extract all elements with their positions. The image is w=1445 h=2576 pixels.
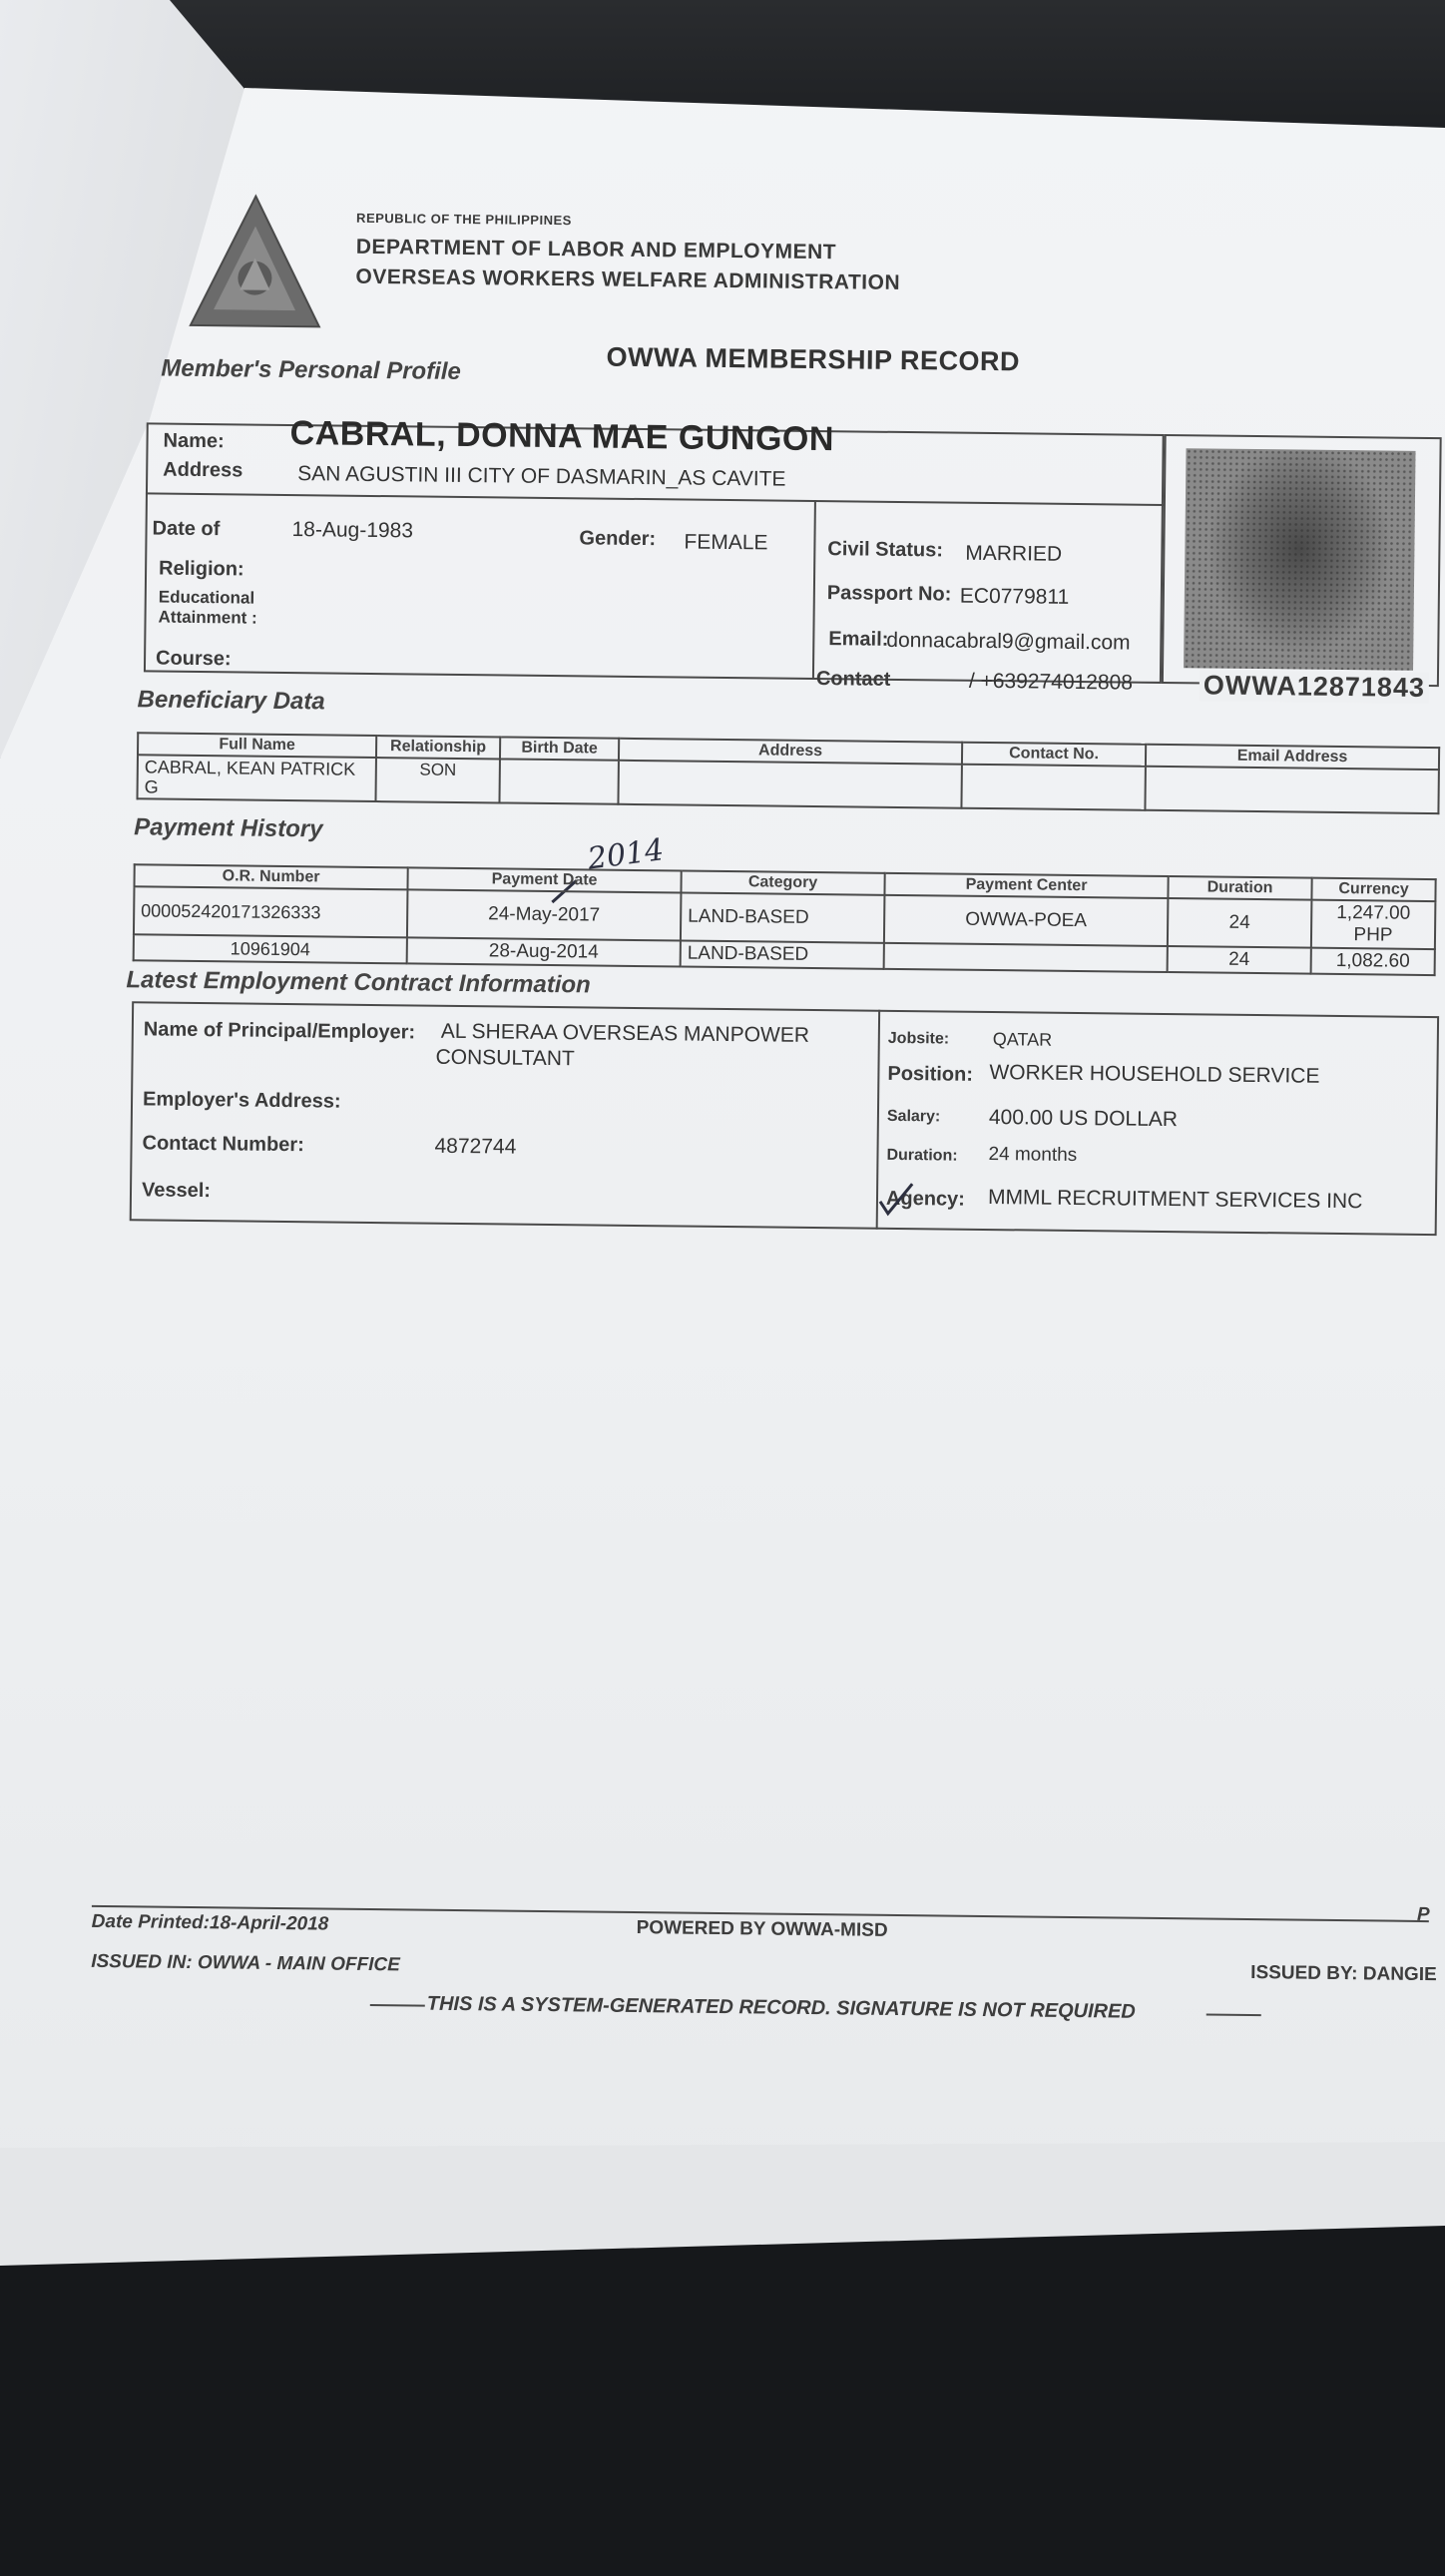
- contact-number-value: 4872744: [434, 1134, 517, 1159]
- payment-category: LAND-BASED: [681, 940, 884, 968]
- payment-category: LAND-BASED: [681, 892, 885, 942]
- column-header: Email Address: [1146, 745, 1439, 770]
- civil-status-label: Civil Status:: [827, 538, 944, 562]
- payment-amount: 1,247.00 PHP: [1311, 900, 1436, 949]
- address-label: Address: [163, 458, 243, 482]
- beneficiary-heading: Beneficiary Data: [137, 686, 325, 716]
- duration-label: Duration:: [886, 1146, 958, 1165]
- principal-value-cont: CONSULTANT: [435, 1045, 575, 1071]
- column-header: Full Name: [138, 733, 376, 758]
- beneficiary-relationship: SON: [375, 758, 499, 802]
- dob-label: Date of: [152, 517, 221, 541]
- handwritten-check-mark: [876, 1180, 916, 1220]
- beneficiary-email: [1145, 767, 1438, 813]
- disclaimer-rule-left: [370, 2004, 425, 2007]
- payment-history-table: [133, 863, 1437, 976]
- disclaimer-text: THIS IS A SYSTEM-GENERATED RECORD. SIGNATURE IS NOT REQUIRED: [426, 1992, 1136, 2023]
- jobsite-label: Jobsite:: [887, 1029, 950, 1048]
- payment-duration: 24: [1168, 946, 1311, 974]
- payment-duration: 24: [1168, 898, 1312, 948]
- passport-value: EC0779811: [959, 584, 1070, 609]
- vessel-label: Vessel:: [141, 1179, 212, 1203]
- member-photo: [1184, 448, 1415, 671]
- column-header: O.R. Number: [134, 864, 407, 889]
- payment-history-heading: Payment History: [134, 813, 323, 843]
- beneficiary-address: [618, 761, 961, 808]
- document-title: OWWA MEMBERSHIP RECORD: [606, 341, 1021, 377]
- passport-label: Passport No:: [826, 582, 952, 606]
- beneficiary-table: [136, 732, 1440, 814]
- date-printed: Date Printed:18-April-2018: [91, 1910, 329, 1935]
- beneficiary-name: CABRAL, KEAN PATRICK G: [137, 755, 375, 801]
- column-header: Address: [619, 739, 962, 765]
- owwa-id-number: OWWA12871843: [1200, 670, 1429, 704]
- email-value: donnacabral9@gmail.com: [886, 628, 1131, 655]
- republic-heading: REPUBLIC OF THE PHILIPPINES: [356, 210, 572, 229]
- column-header: Payment Date: [407, 867, 681, 892]
- agency-heading: OVERSEAS WORKERS WELFARE ADMINISTRATION: [355, 264, 901, 294]
- salary-value: 400.00 US DOLLAR: [988, 1106, 1179, 1132]
- payment-center: [884, 943, 1168, 972]
- payment-date: 28-Aug-2014: [407, 937, 681, 966]
- column-header: Currency: [1311, 878, 1435, 901]
- name-label: Name:: [163, 429, 225, 453]
- payment-date: 24-May-2017: [407, 889, 682, 940]
- department-heading: DEPARTMENT OF LABOR AND EMPLOYMENT: [355, 235, 837, 264]
- gender-label: Gender:: [579, 527, 657, 551]
- column-header: Contact No.: [962, 743, 1146, 767]
- gender-value: FEMALE: [684, 530, 768, 555]
- member-name: CABRAL, DONNA MAE GUNGON: [289, 414, 835, 459]
- employer-address-label: Employer's Address:: [142, 1088, 341, 1113]
- disclaimer-rule-right: [1206, 2014, 1261, 2017]
- position-value: WORKER HOUSEHOLD SERVICE: [989, 1061, 1320, 1088]
- page-marker: P: [1416, 1903, 1430, 1926]
- jobsite-value: QATAR: [992, 1029, 1053, 1050]
- issued-by: ISSUED BY: DANGIE: [1250, 1962, 1437, 1986]
- position-label: Position:: [887, 1062, 974, 1086]
- column-header: Relationship: [376, 736, 500, 759]
- contact-label: Contact: [815, 668, 891, 691]
- beneficiary-contact: [961, 765, 1145, 810]
- powered-by: POWERED BY OWWA-MISD: [636, 1917, 888, 1941]
- beneficiary-birthdate: [499, 759, 618, 803]
- religion-label: Religion:: [158, 557, 244, 581]
- agency-label: Agency:: [885, 1187, 966, 1211]
- dob-value: 18-Aug-1983: [291, 518, 414, 543]
- employment-heading: Latest Employment Contract Information: [126, 966, 591, 999]
- attainment-label: Attainment :: [158, 607, 257, 628]
- personal-profile-heading: Member's Personal Profile: [161, 354, 462, 385]
- owwa-logo-icon: [188, 192, 324, 331]
- civil-status-value: MARRIED: [965, 541, 1063, 566]
- course-label: Course:: [155, 647, 232, 671]
- email-label: Email:: [828, 628, 889, 651]
- salary-label: Salary:: [886, 1107, 941, 1126]
- principal-value: AL SHERAA OVERSEAS MANPOWER: [440, 1019, 810, 1047]
- issued-in: ISSUED IN: OWWA - MAIN OFFICE: [91, 1950, 401, 1976]
- column-header: Payment Center: [884, 873, 1168, 898]
- column-header: Duration: [1168, 876, 1311, 900]
- agency-value: MMML RECRUITMENT SERVICES INC: [987, 1186, 1363, 1214]
- payment-amount: 1,082.60: [1311, 948, 1435, 975]
- education-label: Educational: [158, 587, 255, 608]
- contact-number-label: Contact Number:: [142, 1132, 304, 1157]
- payment-center: OWWA-POEA: [884, 895, 1169, 946]
- column-header: Category: [681, 870, 884, 894]
- handwritten-year-note: 2014: [585, 832, 667, 877]
- duration-value: 24 months: [988, 1144, 1078, 1167]
- member-address: SAN AGUSTIN III CITY OF DASMARIN_AS CAVITE: [297, 462, 786, 491]
- or-number: 000052420171326333: [134, 886, 408, 937]
- column-header: Birth Date: [500, 737, 619, 760]
- contact-value: / +639274012808: [968, 669, 1134, 695]
- or-number: 10961904: [134, 934, 407, 963]
- principal-label: Name of Principal/Employer:: [143, 1018, 416, 1044]
